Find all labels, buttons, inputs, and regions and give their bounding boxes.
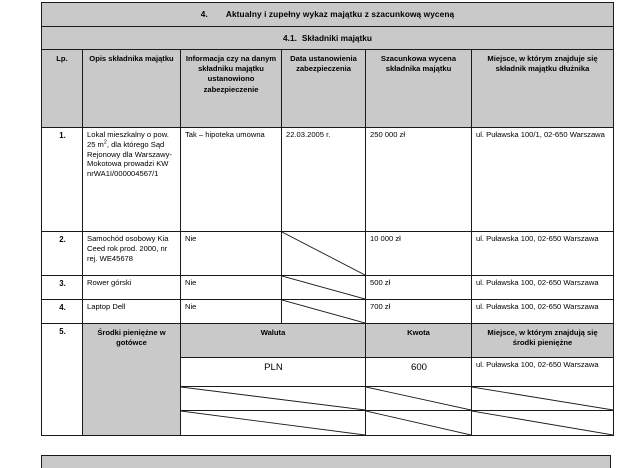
section-title-text: Aktualny i zupełny wykaz majątku z szacunkową wyceną [225, 9, 455, 19]
column-header-miejsce: Miejsce, w którym znajduje się składnik majątku dłużnika [472, 50, 614, 128]
subsection-title-row [42, 26, 614, 50]
row-security-date-struck [282, 300, 366, 324]
diagonal-strike-icon [366, 387, 471, 410]
row-valuation: 250 000 zł [366, 128, 472, 232]
column-header-opis: Opis składnika majątku [83, 50, 181, 128]
diagonal-strike-icon [366, 411, 471, 435]
diagonal-strike-icon [181, 411, 365, 435]
cash-amount: 600 [366, 358, 472, 387]
diagonal-strike-icon [282, 300, 365, 323]
row-security-date: 22.03.2005 r. [282, 128, 366, 232]
row-description: Laptop Dell [83, 300, 181, 324]
cash-location-struck [472, 387, 614, 411]
assets-table [41, 2, 614, 436]
row-location: ul. Puławska 100, 02-650 Warszawa [472, 232, 614, 276]
diagonal-strike-icon [282, 232, 365, 275]
row-valuation: 700 zł [366, 300, 472, 324]
section-title-cell [42, 3, 614, 27]
cash-location-struck [472, 411, 614, 436]
row-location: ul. Puławska 100, 02-650 Warszawa [472, 276, 614, 300]
column-header-row [42, 50, 614, 128]
subsection-title-cell [42, 26, 614, 50]
column-header-data: Data ustanowienia zabezpieczenia [282, 50, 366, 128]
row-description-superscript: 2 [103, 139, 107, 146]
row-location: ul. Puławska 100/1, 02-650 Warszawa [472, 128, 614, 232]
row-number: 1. [42, 128, 83, 232]
row-security-info: Nie [181, 232, 282, 276]
cash-amount-struck [366, 411, 472, 436]
subsection-number: 4.1. [283, 32, 297, 43]
diagonal-strike-icon [181, 387, 365, 410]
row-security-info: Tak – hipoteka umowna [181, 128, 282, 232]
table-row [42, 232, 614, 276]
cash-currency-struck [181, 411, 366, 436]
diagonal-strike-icon [472, 411, 613, 435]
column-header-lp: Lp. [42, 50, 83, 128]
cash-location: ul. Puławska 100, 02-650 Warszawa [472, 358, 614, 387]
table-row [42, 276, 614, 300]
row-description-pre: Lokal mieszkalny o pow. 25 m [87, 130, 169, 149]
section-title-row [42, 3, 614, 27]
row-description: Rower górski [83, 276, 181, 300]
row-number: 2. [42, 232, 83, 276]
next-section-band [41, 455, 611, 468]
table-row [42, 128, 614, 232]
row-valuation: 500 zł [366, 276, 472, 300]
row-location: ul. Puławska 100, 02-650 Warszawa [472, 300, 614, 324]
row-number: 4. [42, 300, 83, 324]
cash-row-number: 5. [42, 324, 83, 436]
row-security-info: Nie [181, 300, 282, 324]
row-valuation: 10 000 zł [366, 232, 472, 276]
row-description: Samochód osobowy Kia Ceed rok prod. 2000, nr rej. WE45678 [83, 232, 181, 276]
section-number: 4. [200, 9, 208, 19]
row-description [83, 128, 181, 232]
cash-row-label: Środki pieniężne w gotówce [83, 324, 181, 436]
cash-column-header-kwota: Kwota [366, 324, 472, 358]
cash-currency-struck [181, 387, 366, 411]
row-security-info: Nie [181, 276, 282, 300]
row-security-date-struck [282, 232, 366, 276]
cash-amount-struck [366, 387, 472, 411]
cash-section-header-row [42, 324, 614, 358]
cash-column-header-miejsce: Miejsce, w którym znajdują się środki pieniężne [472, 324, 614, 358]
cash-currency: PLN [181, 358, 366, 387]
column-header-informacja: Informacja czy na danym składniku majątku ustanowiono zabezpieczenie [181, 50, 282, 128]
subsection-title-text: Składniki majątku [301, 32, 372, 43]
row-security-date-struck [282, 276, 366, 300]
row-description-post: , dla którego Sąd Rejonowy dla Warszawy-Mokotowa prowadzi KW nrWA1I/000004567/1 [87, 139, 172, 179]
table-row [42, 300, 614, 324]
diagonal-strike-icon [282, 276, 365, 299]
diagonal-strike-icon [472, 387, 613, 410]
column-header-wycena: Szacunkowa wycena składnika majątku [366, 50, 472, 128]
row-number: 3. [42, 276, 83, 300]
cash-column-header-waluta: Waluta [181, 324, 366, 358]
